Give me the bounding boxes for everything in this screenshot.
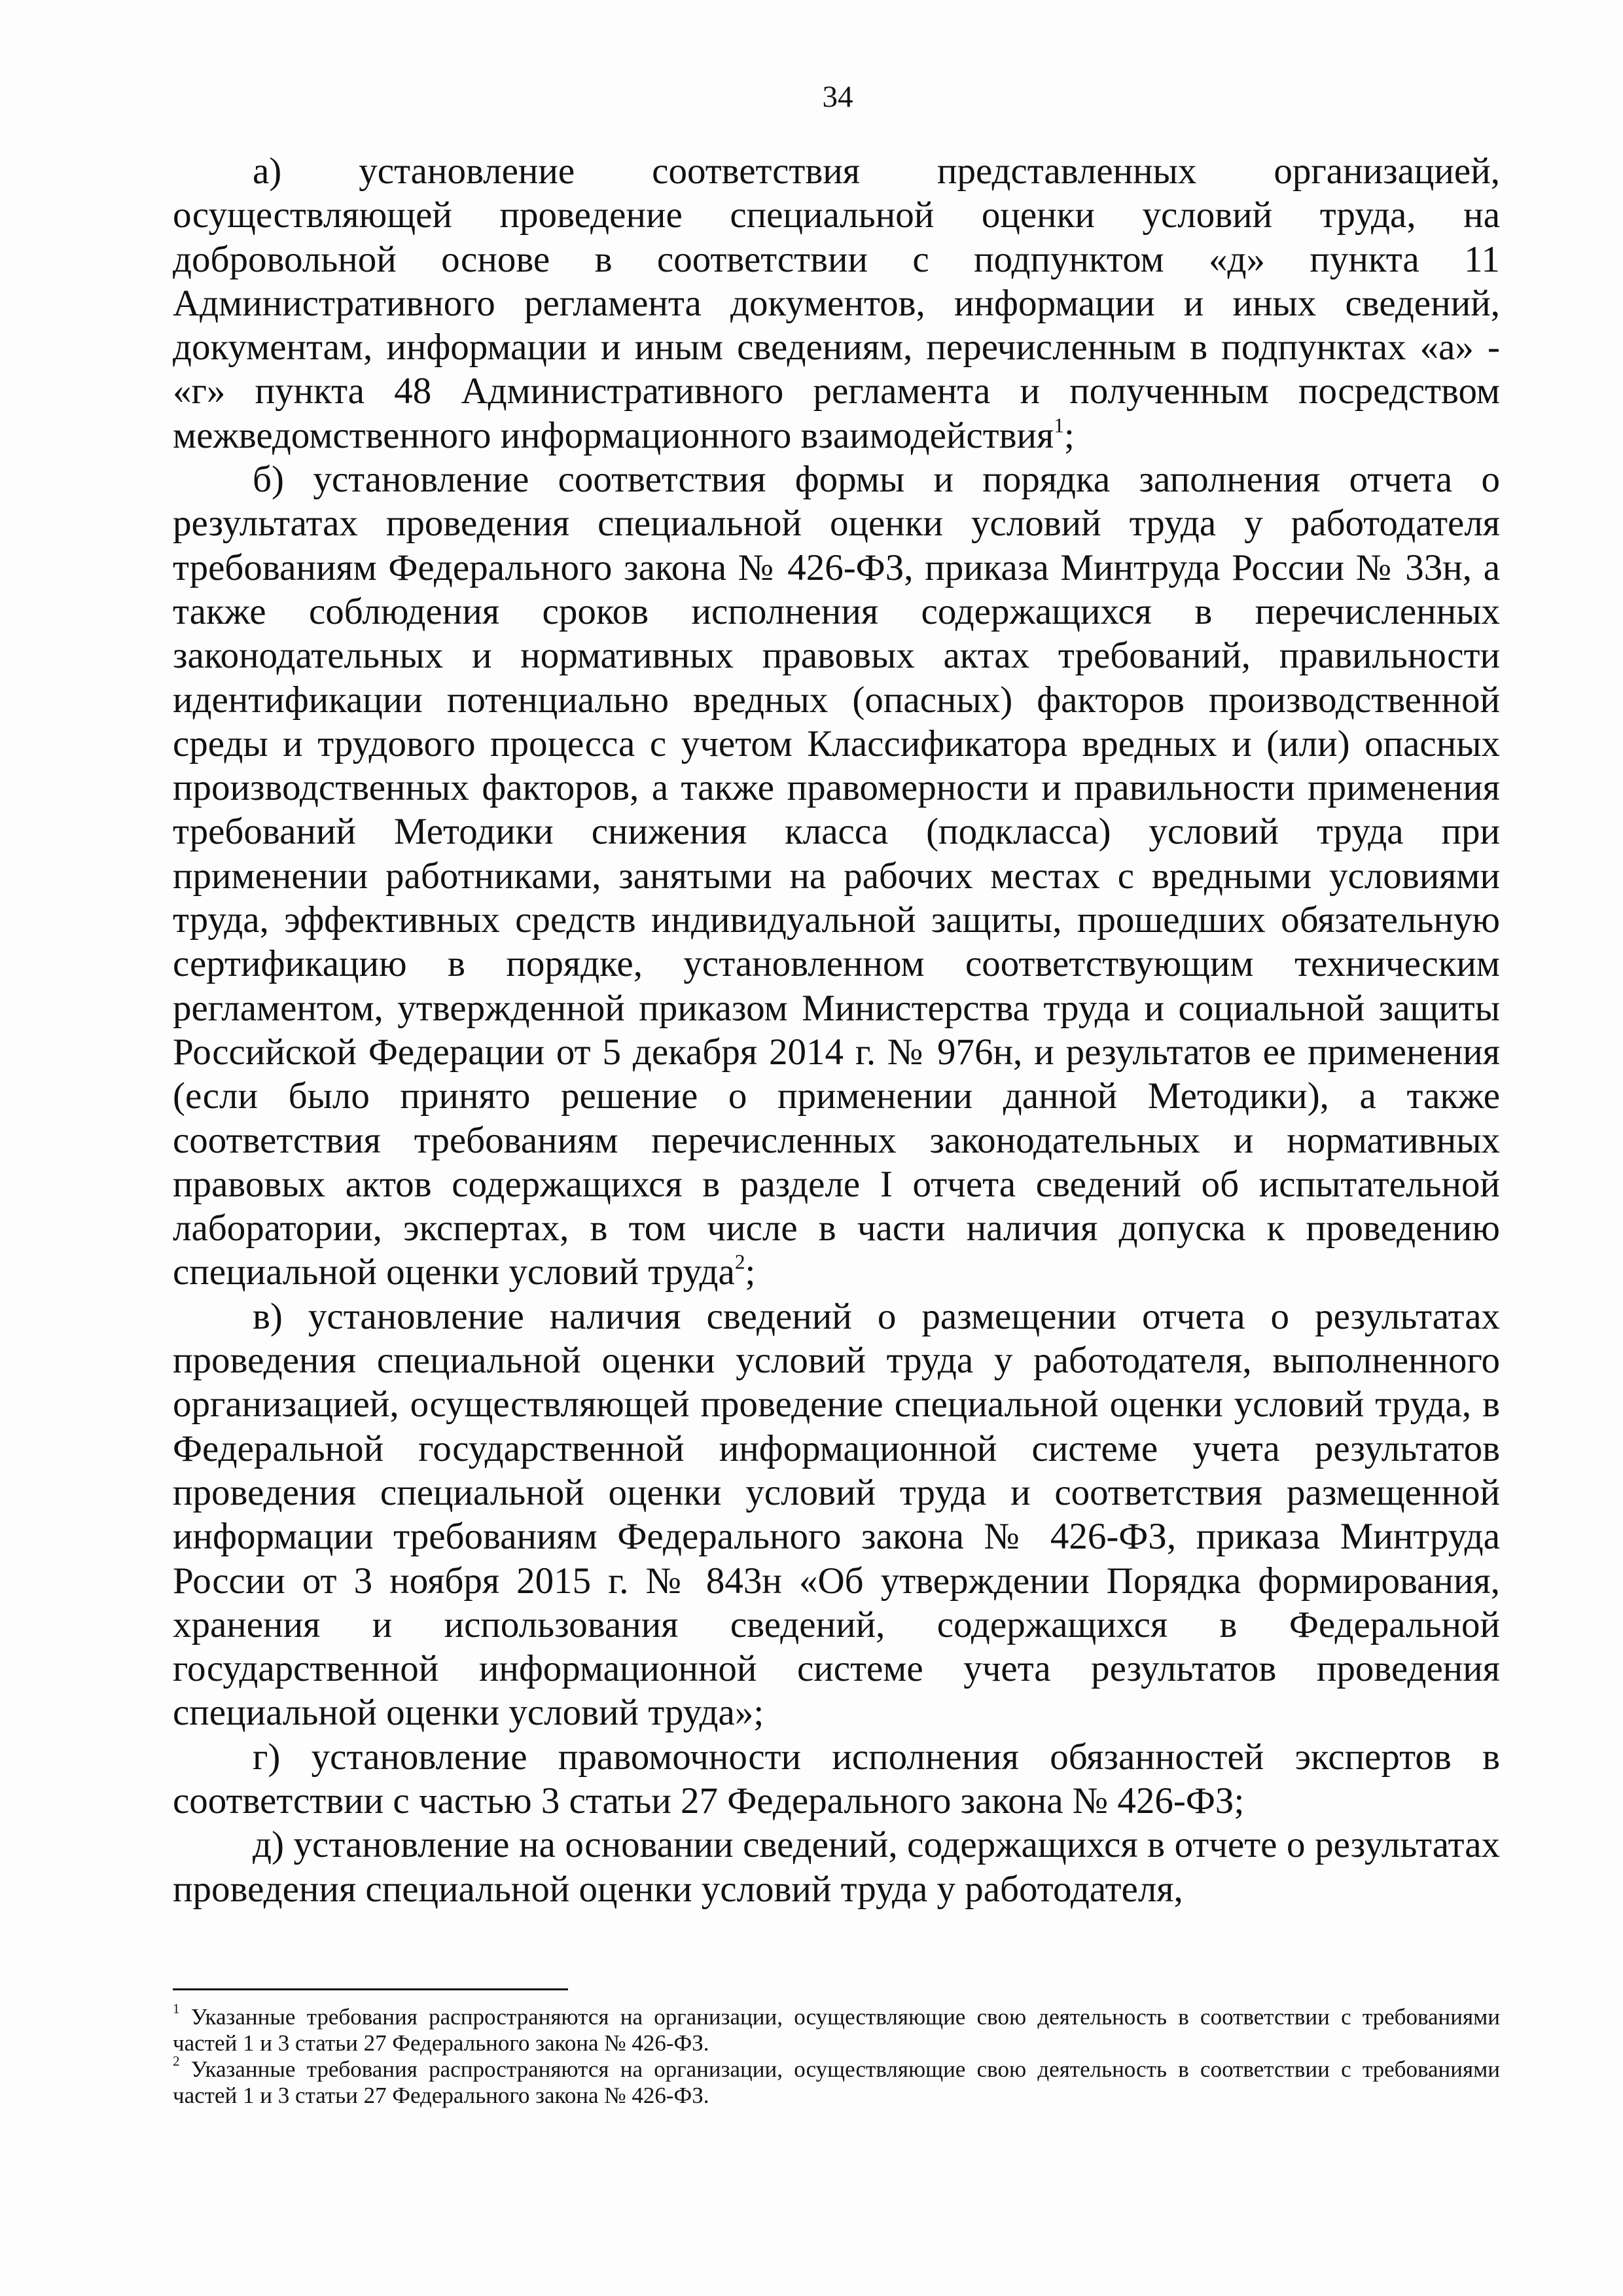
footnote-2 bbox=[173, 2053, 1500, 2109]
footnote-ref-2: 2 bbox=[734, 1250, 745, 1274]
footnote-2-text: Указанные требования распространяются на организации, осуществляющие свою деятельность в соответствии с требованиями частей 1 и 3 статьи 27 Федерального закона № 426-ФЗ. bbox=[173, 2056, 1500, 2108]
page-number: 34 bbox=[822, 80, 853, 114]
paragraph-d-text: д) установление на основании сведений, содержащихся в отчете о результатах проведения специальной оценки условий труда у работодателя, bbox=[173, 1824, 1500, 1910]
paragraph-v-text: в) установление наличия сведений о размещении отчета о результатах проведения специальной оценки условий труда у работодателя, выполненного организацией, осуществляющей проведение специальной оценки условий труда, в Федеральной государственной информационной системе учета результатов проведения специальной оценки условий труда и соответствия размещенной информации требованиям Федерального закона № 426-ФЗ, приказа Минтруда России от 3 ноября 2015 г. № 843н «Об утверждении Порядка формирования, хранения и использования сведений, содержащихся в Федеральной государственной информационной системе учета результатов проведения специальной оценки условий труда»; bbox=[173, 1295, 1500, 1734]
footnote-1-marker: 1 bbox=[173, 2001, 180, 2017]
paragraph-a-text: а) установление соответствия представленных организацией, осуществляющей проведение специальной оценки условий труда, на добровольной основе в соответствии с подпунктом «д» пункта 11 Административного регламента документов, информации и иных сведений, документам, информации и иным сведениям, перечисленным в подпунктах «а» - «г» пункта 48 Административного регламента и полученным посредством межведомственного информационного взаимодействия bbox=[173, 151, 1500, 456]
paragraph-v bbox=[173, 1295, 1500, 1735]
paragraph-a-suffix: ; bbox=[1063, 414, 1075, 456]
paragraph-a bbox=[173, 149, 1500, 457]
paragraph-g-text: г) установление правомочности исполнения обязанностей экспертов в соответствии с частью 3 статьи 27 Федерального закона № 426-ФЗ; bbox=[173, 1736, 1500, 1821]
paragraph-b-suffix: ; bbox=[745, 1251, 756, 1293]
footnote-ref-1: 1 bbox=[1054, 414, 1064, 437]
body-text bbox=[173, 149, 1500, 1911]
footnote-1 bbox=[173, 2001, 1500, 2056]
paragraph-g bbox=[173, 1735, 1500, 1823]
footnotes bbox=[173, 2001, 1500, 2109]
footnote-separator bbox=[173, 1988, 568, 1990]
paragraph-d bbox=[173, 1823, 1500, 1911]
footnote-1-text: Указанные требования распространяются на организации, осуществляющие свою деятельность в соответствии с требованиями частей 1 и 3 статьи 27 Федерального закона № 426-ФЗ. bbox=[173, 2004, 1500, 2056]
footnote-2-marker: 2 bbox=[173, 2053, 180, 2070]
paragraph-b-text: б) установление соответствия формы и порядка заполнения отчета о результатах проведения специальной оценки условий труда у работодателя требованиям Федерального закона № 426-ФЗ, приказа Минтруда России № 33н, а также соблюдения сроков исполнения содержащихся в перечисленных законодательных и нормативных правовых актах требований, правильности идентификации потенциально вредных (опасных) факторов производственной среды и трудового процесса с учетом Классификатора вредных и (или) опасных производственных факторов, а также правомерности и правильности применения требований Методики снижения класса (подкласса) условий труда при применении работниками, занятыми на рабочих местах с вредными условиями труда, эффективных средств индивидуальной защиты, прошедших обязательную сертификацию в порядке, установленном соответствующим техническим регламентом, утвержденной приказом Министерства труда и социальной защиты Российской Федерации от 5 декабря 2014 г. № 976н, и результатов ее применения (если было принято решение о применении данной Методики), а также соответствия требованиям перечисленных законодательных и нормативных правовых актов содержащихся в разделе I отчета сведений об испытательной лаборатории, экспертах, в том числе в части наличия допуска к проведению специальной оценки условий труда bbox=[173, 459, 1500, 1293]
paragraph-b bbox=[173, 457, 1500, 1295]
